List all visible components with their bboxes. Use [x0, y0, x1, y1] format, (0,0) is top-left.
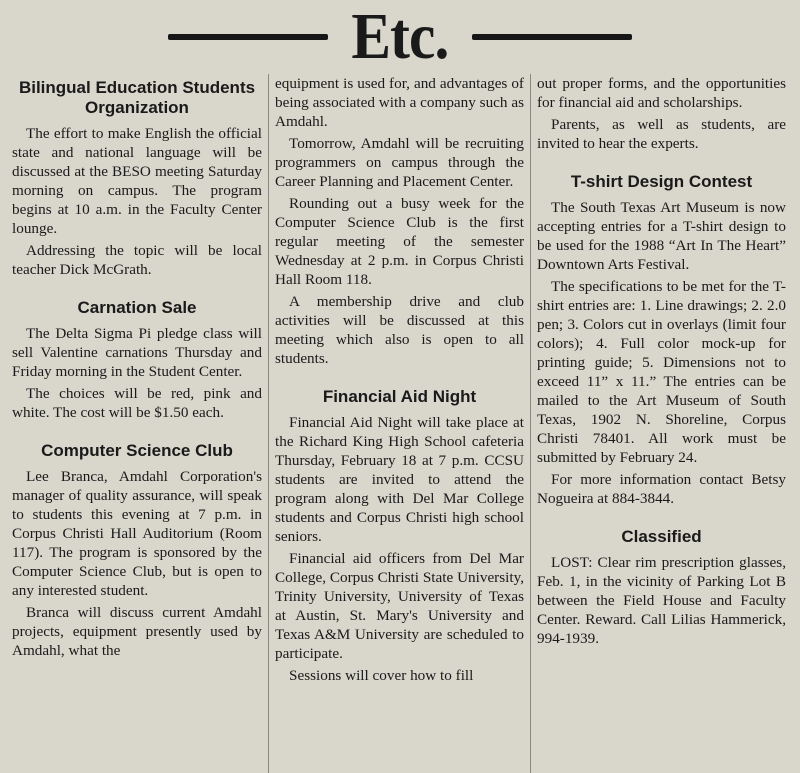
carnation-heading: Carnation Sale	[77, 298, 197, 317]
article-columns	[6, 74, 794, 773]
beso-paragraph: The effort to make English the official state and national language will be discussed at the BESO meeting Saturday morning on campus. The program begins at 10 a.m. in the Faculty Center lounge.	[12, 125, 262, 237]
finaid-heading: Financial Aid Night	[322, 387, 477, 406]
csclub-paragraph: Tomorrow, Amdahl will be recruiting programmers on campus through the Career Planning and Placement Center.	[275, 135, 524, 190]
tshirt-paragraph: The South Texas Art Museum is now accepting entries for a T-shirt design to be used for the 1988 “Art In The Heart” Downtown Arts Festival.	[537, 199, 786, 273]
classified-paragraph: LOST: Clear rim prescription glasses, Feb. 1, in the vicinity of Parking Lot B between the Field House and Faculty Center. Reward. Call Lilias Hammerick, 994-1939.	[537, 554, 786, 647]
column-1	[6, 74, 268, 773]
csclub-paragraph: equipment is used for, and advantages of being associated with a company such as Amdahl.	[275, 75, 524, 130]
csclub-paragraph: Rounding out a busy week for the Computer Science Club is the first regular meeting of the semester Wednesday at 2 p.m. in Corpus Christi Hall Room 118.	[275, 195, 524, 288]
column-2	[268, 74, 530, 773]
masthead-rule-right	[472, 34, 632, 40]
tshirt-heading: T-shirt Design Contest	[570, 172, 753, 191]
finaid-paragraph: Financial aid officers from Del Mar College, Corpus Christi State University, Trinity University, University of Texas at Austin, St. Mary's University and Texas A&M University are scheduled to participate.	[275, 550, 524, 662]
carnation-paragraph: The choices will be red, pink and white. The cost will be $1.50 each.	[12, 385, 262, 421]
csclub-paragraph: Branca will discuss current Amdahl projects, equipment presently used by Amdahl, what the	[12, 604, 262, 659]
masthead-rule-left	[168, 34, 328, 40]
tshirt-paragraph: The specifications to be met for the T-shirt entries are: 1. Line drawings; 2. 2.0 pen; 3. Colors cut in overlays (limit four colors); 4. Full color mock-up for printing guide; 5. Dimensions not to exceed 11” x 11.” The entries can be mailed to the Art Museum of South Texas, 1902 N. Shoreline, Corpus Christi 78401. All work must be submitted by February 24.	[537, 278, 786, 466]
finaid-paragraph: Parents, as well as students, are invited to hear the experts.	[537, 116, 786, 152]
csclub-heading: Computer Science Club	[41, 441, 233, 460]
masthead	[6, 0, 794, 74]
classified-heading: Classified	[621, 527, 702, 546]
carnation-paragraph: The Delta Sigma Pi pledge class will sell Valentine carnations Thursday and Friday morning in the Student Center.	[12, 325, 262, 380]
tshirt-paragraph: For more information contact Betsy Nogueira at 884-3844.	[537, 471, 786, 507]
finaid-paragraph: out proper forms, and the opportunities for financial aid and scholarships.	[537, 75, 786, 111]
csclub-paragraph: A membership drive and club activities will be discussed at this meeting which also is open to all students.	[275, 293, 524, 367]
column-3	[530, 74, 792, 773]
csclub-paragraph: Lee Branca, Amdahl Corporation's manager of quality assurance, will speak to students this evening at 7 p.m. in Corpus Christi Hall Auditorium (Room 117). The program is sponsored by the Computer Science Club, but is open to any interested student.	[12, 468, 262, 599]
finaid-paragraph: Financial Aid Night will take place at the Richard King High School cafeteria Thursday, February 18 at 7 p.m. CCSU students are invited to attend the program along with Del Mar College students and Corpus Christi high school seniors.	[275, 414, 524, 545]
beso-paragraph: Addressing the topic will be local teacher Dick McGrath.	[12, 242, 262, 278]
finaid-paragraph: Sessions will cover how to fill	[289, 667, 474, 684]
beso-heading: Bilingual Education Students Organization	[18, 78, 256, 117]
masthead-title: Etc.	[351, 0, 449, 73]
